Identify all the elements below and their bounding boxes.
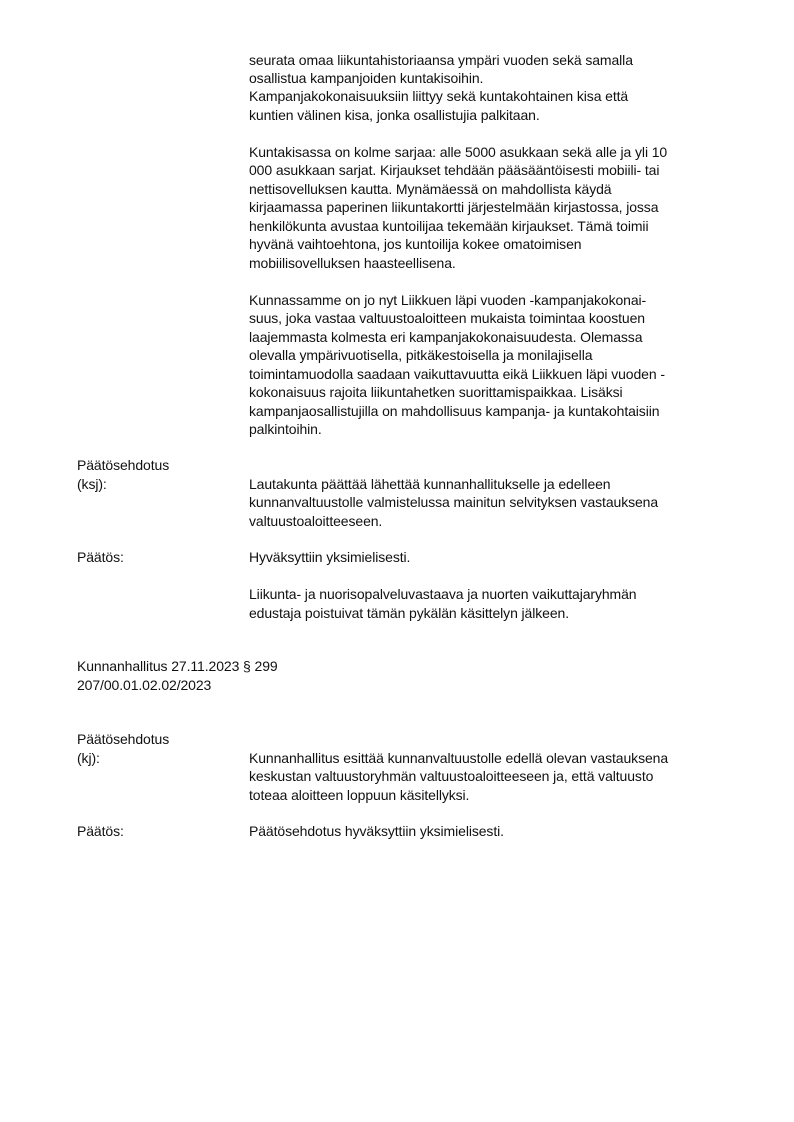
text-line: kuntien välinen kisa, jonka osallistujia palkitaan. — [249, 107, 540, 123]
text-line: henkilökunta avustaa kuntoilijaa tekemään kirjaukset. Tämä toimii — [249, 218, 649, 234]
text-line: hyvänä vaihtoehtona, jos kuntoilija kokee omatoimisen — [249, 236, 582, 252]
text-line: Kampanjakokonaisuuksiin liittyy sekä kuntakohtainen kisa että — [249, 88, 629, 104]
board-heading: Kunnanhallitus 27.11.2023 § 299 — [77, 658, 278, 674]
text-line: Kuntakisassa on kolme sarjaa: alle 5000 asukkaan sekä alle ja yli 10 — [249, 144, 668, 160]
text-line: 000 asukkaan sarjat. Kirjaukset tehdään pääsääntöisesti mobiili- tai — [249, 162, 660, 178]
text-line: Liikunta- ja nuorisopalveluvastaava ja nuorten vaikuttajaryhmän — [249, 586, 637, 602]
text-line: mobiilisovelluksen haasteellisena. — [249, 255, 456, 271]
decision-label: Päätös: — [77, 549, 124, 565]
text-line: suus, joka vastaa valtuustoaloitteen mukaista toimintaa koostuen — [249, 310, 645, 326]
text-line: kampanjaosallistujilla on mahdollisuus kampanja- ja kuntakohtaisiin — [249, 403, 660, 419]
text-line: laajemmasta kolmesta eri kampanjakokonaisuudesta. Olemassa — [249, 329, 643, 345]
text-line: Kunnassamme on jo nyt Liikkuen läpi vuoden -kampanjakokonai- — [249, 292, 647, 308]
decision-text: Hyväksyttiin yksimielisesti. — [249, 549, 411, 565]
text-line: nettisovelluksen kautta. Mynämäessä on mahdollista käydä — [249, 181, 612, 197]
text-line: osallistua kampanjoiden kuntakisoihin. — [249, 70, 484, 86]
text-line: valtuustoaloitteeseen. — [249, 513, 383, 529]
proposal-label-suffix: (ksj): — [77, 476, 107, 492]
text-line: edustaja poistuivat tämän pykälän käsittelyn jälkeen. — [249, 605, 570, 621]
text-line: keskustan valtuustoryhmän valtuustoaloitteeseen ja, että valtuusto — [249, 768, 654, 784]
proposal-label: Päätösehdotus — [77, 457, 170, 473]
reference-number: 207/00.01.02.02/2023 — [77, 677, 212, 693]
text-line: toimintamuodolla saadaan vaikuttavuutta eikä Liikkuen läpi vuoden - — [249, 366, 665, 382]
text-line: kunnanvaltuustolle valmistelussa mainitun selvityksen vastauksena — [249, 494, 659, 510]
text-line: palkintoihin. — [249, 421, 322, 437]
text-line: Kunnanhallitus esittää kunnanvaltuustolle edellä olevan vastauksena — [249, 750, 669, 766]
proposal-label-suffix: (kj): — [77, 750, 100, 766]
text-line: kokonaisuus rajoita liikuntahetken suorittamispaikkaa. Lisäksi — [249, 384, 623, 400]
text-line: Lautakunta päättää lähettää kunnanhallitukselle ja edelleen — [249, 476, 611, 492]
decision-label: Päätös: — [77, 823, 124, 839]
text-line: seurata omaa liikuntahistoriaansa ympäri vuoden sekä samalla — [249, 52, 633, 68]
text-line: kirjaamassa paperinen liikuntakortti järjestelmään kirjastossa, jossa — [249, 199, 659, 215]
proposal-label: Päätösehdotus — [77, 731, 170, 747]
decision-text: Päätösehdotus hyväksyttiin yksimielisesti. — [249, 823, 504, 839]
text-line: toteaa aloitteen loppuun käsitellyksi. — [249, 787, 470, 803]
text-line: olevalla ympärivuotisella, pitkäkestoisella ja monilajisella — [249, 347, 593, 363]
